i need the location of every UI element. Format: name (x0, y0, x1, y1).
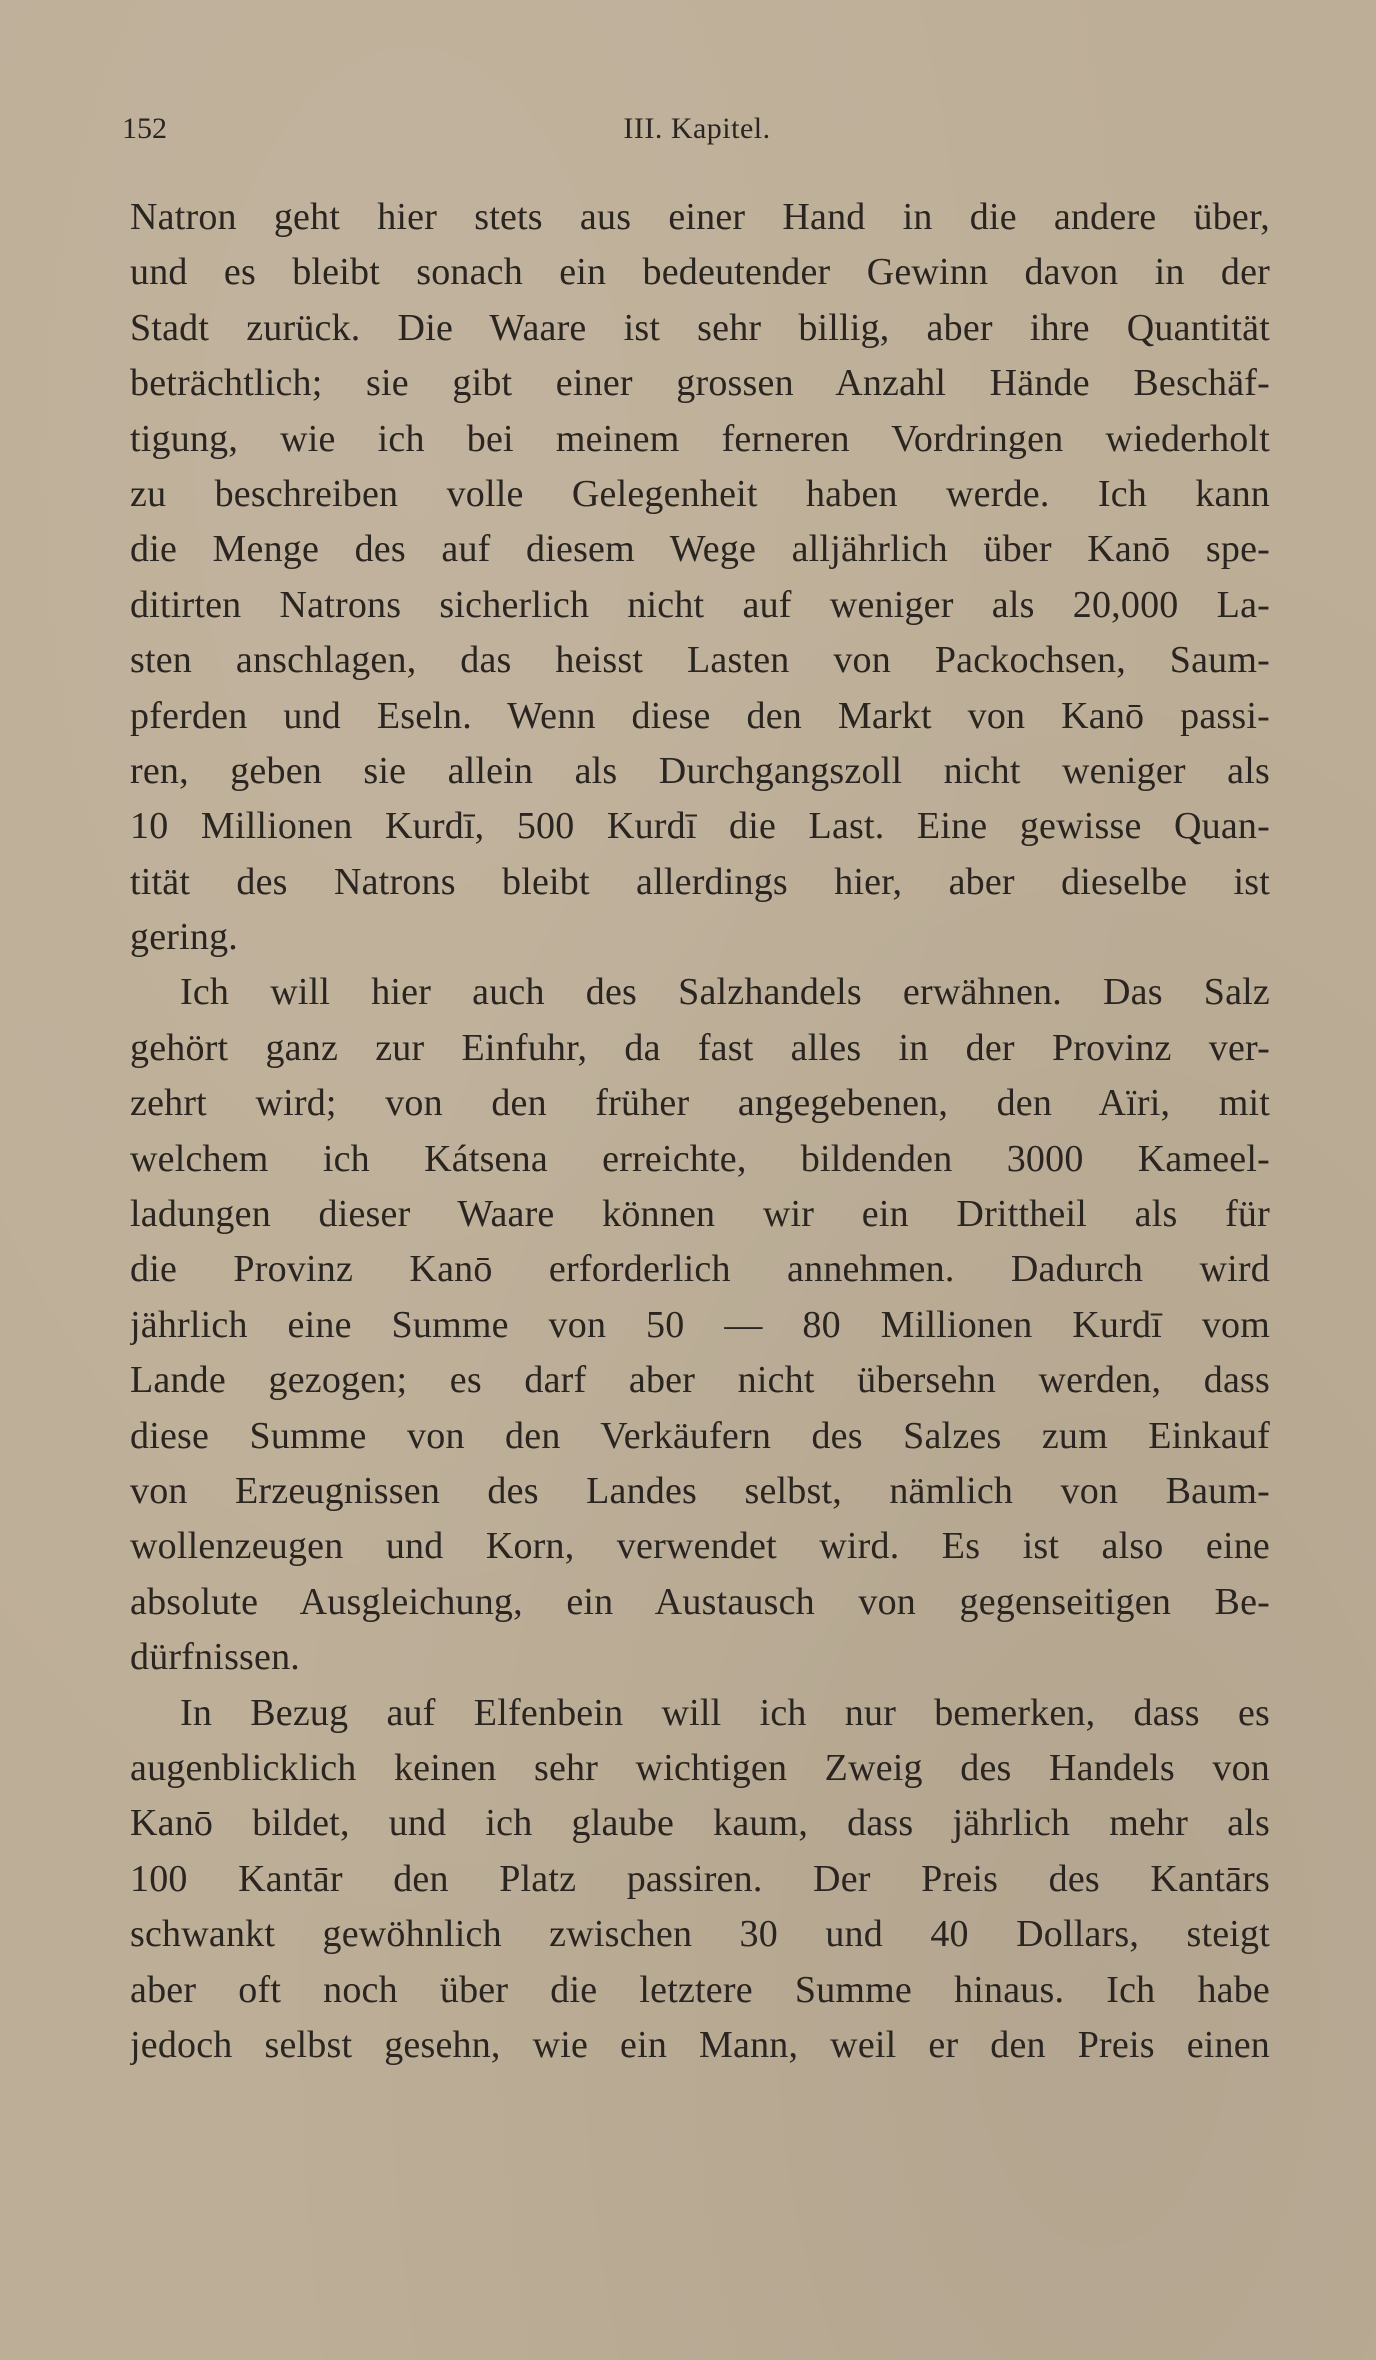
text-line: ren, geben sie allein als Durchgangszoll nicht weniger als (130, 749, 1270, 792)
text-line: Stadt zurück. Die Waare ist sehr billig, aber ihre Quantität (130, 306, 1270, 349)
text-line: gering. (130, 916, 238, 959)
text-line: sten anschlagen, das heisst Lasten von Packochsen, Saum- (130, 639, 1270, 682)
text-line: pferden und Eseln. Wenn diese den Markt von Kanō passi- (130, 694, 1270, 737)
text-line: Kanō bildet, und ich glaube kaum, dass jährlich mehr als (130, 1802, 1270, 1845)
text-line: Ich will hier auch des Salzhandels erwähnen. Das Salz (180, 971, 1270, 1014)
chapter-title: III. Kapitel. (623, 112, 771, 145)
text-line: jedoch selbst gesehn, wie ein Mann, weil er den Preis einen (130, 2023, 1270, 2066)
text-line: absolute Ausgleichung, ein Austausch von gegenseitigen Be- (130, 1580, 1270, 1623)
text-line: dürfnissen. (130, 1636, 301, 1679)
text-line: jährlich eine Summe von 50 — 80 Millionen Kurdī vom (130, 1303, 1270, 1346)
text-line: 100 Kantār den Platz passiren. Der Preis des Kantārs (130, 1857, 1270, 1900)
text-line: Natron geht hier stets aus einer Hand in die andere über, (130, 196, 1270, 238)
text-line: die Provinz Kanō erforderlich annehmen. Dadurch wird (130, 1248, 1270, 1291)
text-line: welchem ich Kátsena erreichte, bildenden 3000 Kameel- (130, 1137, 1270, 1180)
text-line: tigung, wie ich bei meinem ferneren Vordringen wiederholt (130, 417, 1270, 460)
text-line: In Bezug auf Elfenbein will ich nur bemerken, dass es (180, 1691, 1270, 1734)
text-line: augenblicklich keinen sehr wichtigen Zweig des Handels von (130, 1746, 1270, 1789)
text-line: die Menge des auf diesem Wege alljährlich über Kanō spe- (130, 528, 1270, 571)
text-line: 10 Millionen Kurdī, 500 Kurdī die Last. Eine gewisse Quan- (130, 805, 1270, 848)
text-line: von Erzeugnissen des Landes selbst, nämlich von Baum- (130, 1469, 1270, 1512)
text-line: beträchtlich; sie gibt einer grossen Anzahl Hände Beschäf- (130, 362, 1270, 405)
text-line: aber oft noch über die letztere Summe hinaus. Ich habe (130, 1968, 1270, 2011)
text-line: Lande gezogen; es darf aber nicht übersehn werden, dass (130, 1359, 1270, 1402)
text-line: diese Summe von den Verkäufern des Salzes zum Einkauf (130, 1414, 1270, 1457)
text-line: wollenzeugen und Korn, verwendet wird. Es ist also eine (130, 1525, 1270, 1568)
body-text (130, 190, 1270, 2073)
page-number: 152 (122, 112, 167, 145)
running-head (122, 112, 1272, 160)
text-line: gehört ganz zur Einfuhr, da fast alles in der Provinz ver- (130, 1026, 1270, 1069)
text-line: zehrt wird; von den früher angegebenen, den Aïri, mit (130, 1082, 1270, 1125)
text-line: tität des Natrons bleibt allerdings hier, aber dieselbe ist (130, 860, 1270, 903)
text-line: und es bleibt sonach ein bedeutender Gewinn davon in der (130, 251, 1270, 294)
text-line: ditirten Natrons sicherlich nicht auf weniger als 20,000 La- (130, 583, 1270, 626)
text-line: ladungen dieser Waare können wir ein Drittheil als für (130, 1193, 1270, 1236)
text-line: schwankt gewöhnlich zwischen 30 und 40 Dollars, steigt (130, 1913, 1270, 1956)
text-line: zu beschreiben volle Gelegenheit haben werde. Ich kann (130, 472, 1270, 515)
